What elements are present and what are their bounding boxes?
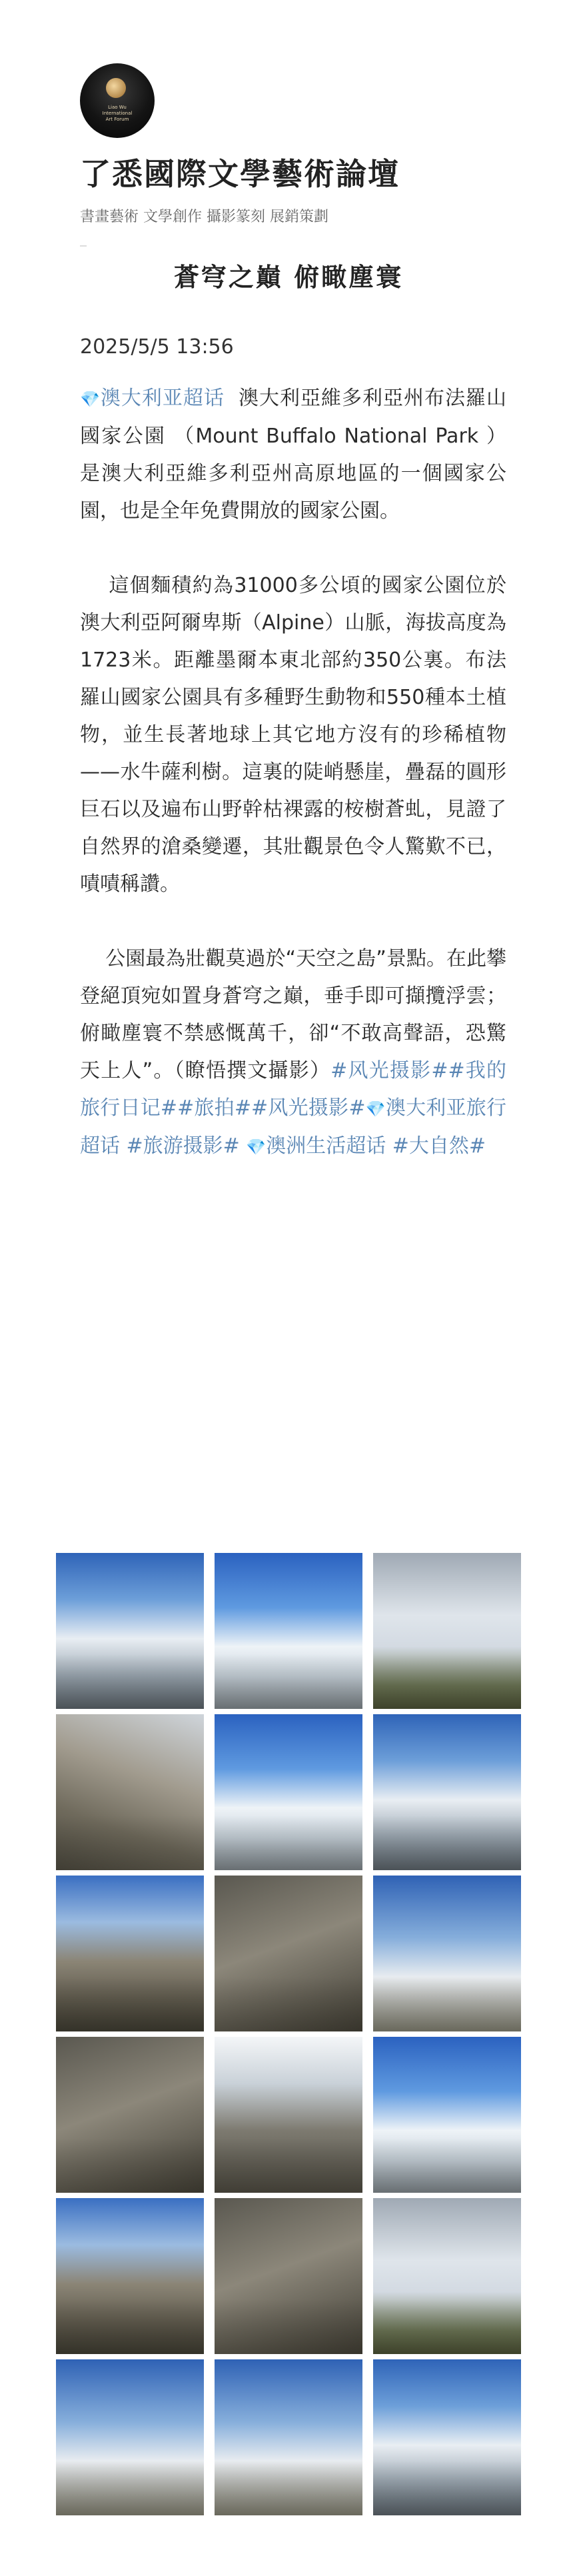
moon-logo-icon	[106, 78, 126, 98]
hashtag-nature[interactable]: #大自然#	[386, 1134, 486, 1158]
photo-thumbnail[interactable]	[373, 1714, 521, 1870]
topic-link-australia-life[interactable]: 💎澳洲生活超话	[246, 1134, 386, 1158]
photo-thumbnail[interactable]	[373, 2037, 521, 2193]
avatar[interactable]	[80, 63, 155, 138]
avatar-logo-text: Liao Wu International Art Forum	[102, 105, 133, 122]
photo-thumbnail[interactable]	[373, 2198, 521, 2354]
paragraph-3: 公園最為壯觀莫過於“天空之島”景點。在此攀登絕頂宛如置身蒼穹之巔，垂手即可擷攬浮雲；俯瞰塵寰不禁感慨萬千，卻“不敢高聲語，恐驚天上人”。（瞭悟撰文攝影）#风光摄影##我的旅行日记##旅拍##风光摄影#💎澳大利亚旅行超话 #旅游摄影# 💎澳洲生活超话 #大自然#	[80, 947, 507, 1158]
forum-description: 書畫藝術 文學創作 攝影篆刻 展銷策劃	[80, 209, 328, 225]
paragraph-1: 💎澳大利亚超话 澳大利亞維多利亞州布法羅山國家公園 （Mount Buffalo National Park ）是澳大利亞維多利亞州高原地區的一個國家公園，也是全年免費開放的國家公園。	[80, 387, 507, 523]
photo-thumbnail[interactable]	[373, 1553, 521, 1709]
hashtag-travel-photo[interactable]: #旅游摄影#	[120, 1134, 240, 1158]
photo-thumbnail[interactable]	[215, 2359, 362, 2515]
photo-grid	[56, 1553, 522, 2513]
photo-thumbnail[interactable]	[56, 2359, 204, 2515]
post-body	[80, 380, 506, 1166]
photo-thumbnail[interactable]	[56, 1714, 204, 1870]
post-date: 2025/5/5 13:56	[80, 335, 234, 359]
topic-link-australia[interactable]: 💎澳大利亚超话	[80, 387, 225, 410]
photo-thumbnail[interactable]	[56, 2037, 204, 2193]
post-title: 蒼穹之巔 俯瞰塵寰	[173, 263, 404, 292]
photo-thumbnail[interactable]	[373, 1876, 521, 2031]
photo-thumbnail[interactable]	[215, 1876, 362, 2031]
photo-thumbnail[interactable]	[215, 1714, 362, 1870]
diamond-icon: 💎	[246, 1138, 267, 1156]
photo-thumbnail[interactable]	[56, 1553, 204, 1709]
divider	[80, 245, 87, 247]
photo-thumbnail[interactable]	[215, 1553, 362, 1709]
forum-name[interactable]: 了悉國際文學藝術論壇	[80, 156, 400, 192]
diamond-icon: 💎	[80, 390, 101, 409]
photo-thumbnail[interactable]	[215, 2037, 362, 2193]
paragraph-2: 這個麵積約為31000多公頃的國家公園位於澳大利亞阿爾卑斯（Alpine）山脈，海拔高度為1723米。距離墨爾本東北部約350公裏。布法羅山國家公園具有多種野生動物和550種本土植物，並生長著地球上其它地方沒有的珍稀植物——水牛薩利樹。這裏的陡峭懸崖，疊磊的圓形巨石以及遍布山野幹枯裸露的桉樹蒼虬，見證了自然界的滄桑變遷，其壯觀景色令人驚歎不已，嘖嘖稱讚。	[80, 574, 506, 896]
photo-thumbnail[interactable]	[56, 2198, 204, 2354]
photo-thumbnail[interactable]	[215, 2198, 362, 2354]
hashtag-links[interactable]: #风光摄影##我的旅行日记##旅拍##风光摄影#	[80, 1059, 506, 1120]
photo-thumbnail[interactable]	[56, 1876, 204, 2031]
topic-link-australia-travel[interactable]: 💎澳大利亚旅行超话	[80, 1096, 507, 1158]
photo-thumbnail[interactable]	[373, 2359, 521, 2515]
diamond-icon: 💎	[365, 1100, 386, 1118]
